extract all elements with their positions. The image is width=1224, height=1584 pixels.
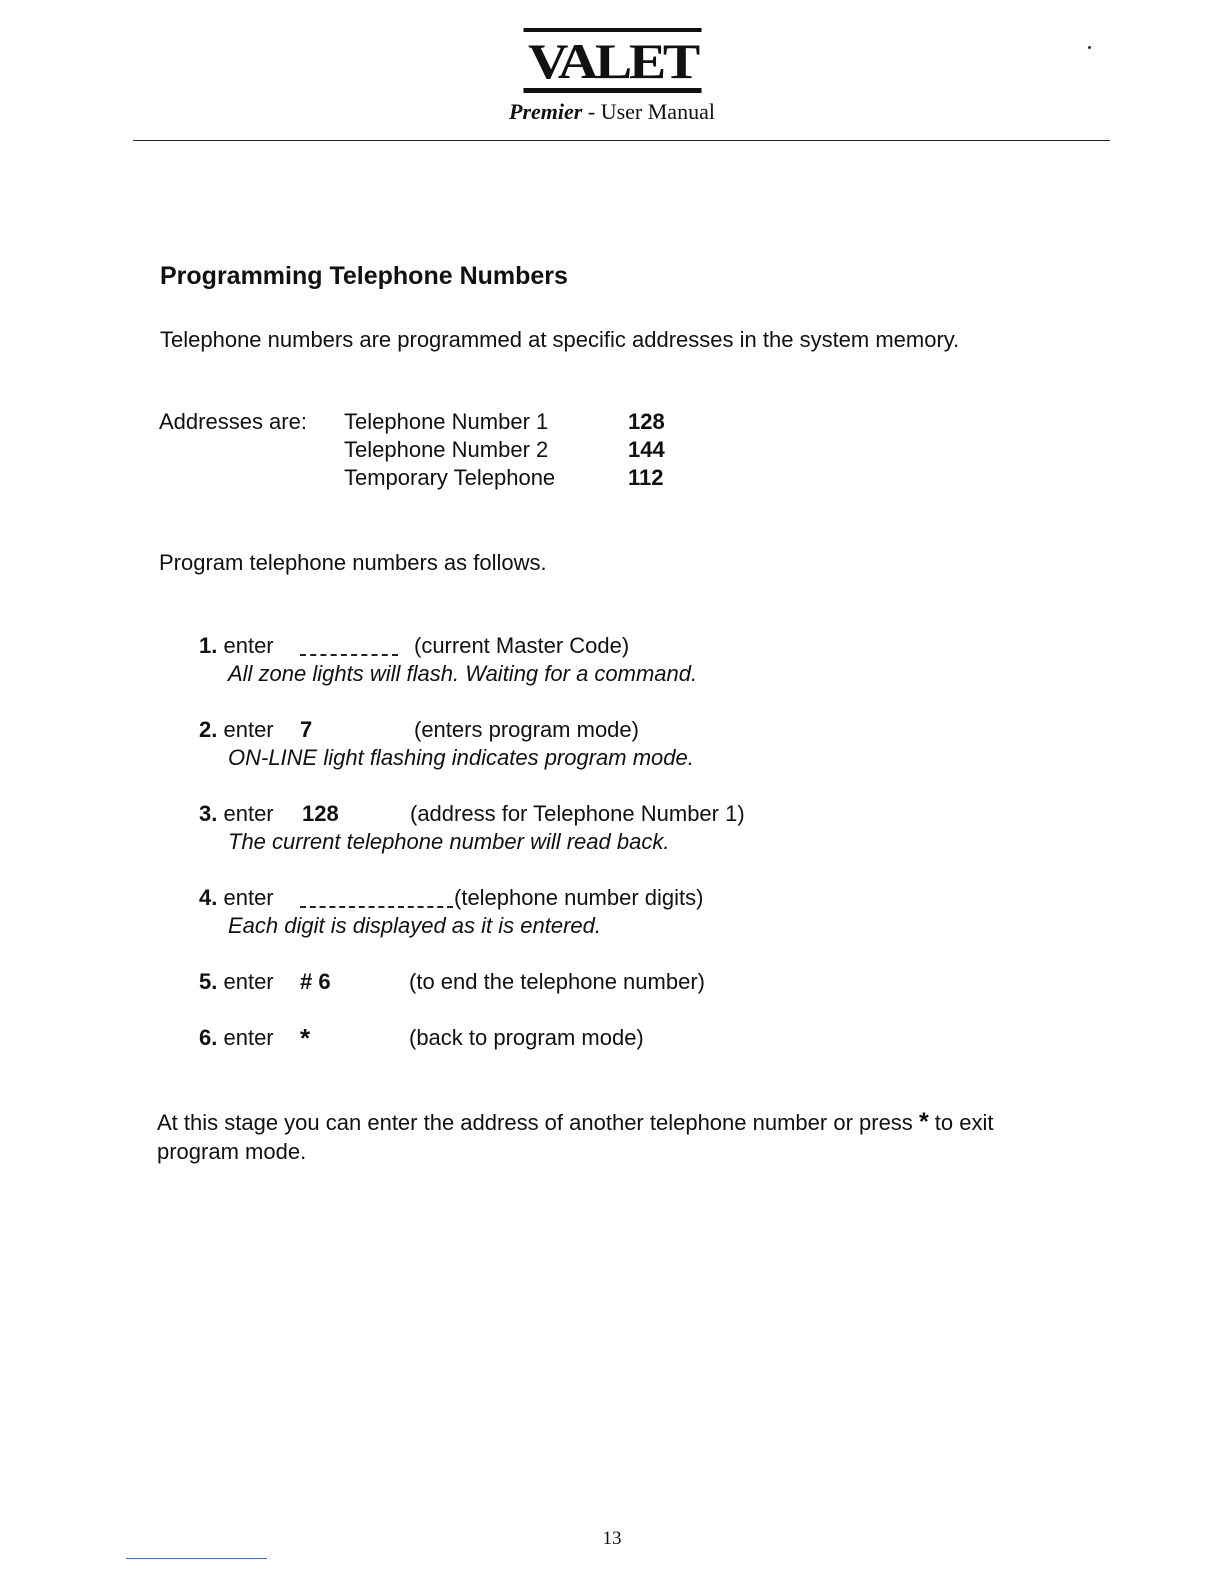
- step-note: All zone lights will flash. Waiting for a command.: [228, 661, 698, 686]
- step-number: 4.: [199, 885, 218, 910]
- program-intro: Program telephone numbers as follows.: [159, 550, 547, 575]
- page-number: 13: [602, 1528, 622, 1549]
- step-description: (current Master Code): [414, 633, 630, 658]
- closing-paragraph: [157, 1108, 994, 1166]
- step-description: (address for Telephone Number 1): [410, 801, 745, 826]
- closing-line-1: At this stage you can enter the address of another telephone number or press: [157, 1110, 913, 1135]
- subtitle-rest: - User Manual: [582, 99, 715, 124]
- step-description: (to end the telephone number): [409, 969, 705, 994]
- step-number: 3.: [199, 801, 218, 826]
- step-note: Each digit is displayed as it is entered.: [228, 913, 601, 938]
- address-row: [344, 408, 665, 436]
- step-number: 5.: [199, 969, 218, 994]
- step-number: 2.: [199, 717, 218, 742]
- addresses-table: [344, 408, 665, 492]
- step-1: [199, 632, 697, 688]
- step-verb: enter: [223, 969, 274, 994]
- step-description: (enters program mode): [414, 717, 639, 742]
- step-4: [199, 884, 704, 940]
- step-5: [199, 968, 705, 996]
- step-number: 6.: [199, 1025, 218, 1050]
- step-note: The current telephone number will read back.: [228, 829, 670, 854]
- step-number: 1.: [199, 633, 218, 658]
- step-verb: enter: [223, 717, 274, 742]
- valet-logo: VALET: [523, 28, 701, 93]
- master-code-blank: [300, 636, 398, 656]
- closing-line-1-end: to exit: [934, 1110, 994, 1135]
- footnote-separator: [126, 1558, 267, 1559]
- step-verb: enter: [223, 633, 274, 658]
- telephone-digits-blank: [300, 888, 453, 908]
- subtitle-brand: Premier: [509, 99, 583, 124]
- step-verb: enter: [223, 801, 274, 826]
- star-key: *: [300, 1023, 311, 1053]
- page-header: [0, 28, 1224, 125]
- intro-paragraph: Telephone numbers are programmed at specific addresses in the system memory.: [160, 327, 960, 352]
- addresses-label: Addresses are:: [159, 409, 307, 434]
- manual-subtitle: [0, 99, 1224, 125]
- step-6: [199, 1023, 644, 1053]
- step-2: [199, 716, 694, 772]
- address-value: 128: [628, 409, 665, 434]
- step-description: (back to program mode): [409, 1025, 644, 1050]
- address-row: [344, 436, 665, 464]
- step-key: # 6: [300, 969, 331, 994]
- header-divider: [133, 140, 1110, 141]
- address-name: Telephone Number 1: [344, 409, 549, 434]
- address-name: Temporary Telephone: [344, 465, 556, 490]
- section-title: Programming Telephone Numbers: [160, 262, 568, 290]
- step-description: (telephone number digits): [454, 885, 704, 910]
- address-row: [344, 464, 665, 492]
- address-value: 112: [628, 465, 664, 490]
- step-verb: enter: [223, 885, 274, 910]
- step-verb: enter: [223, 1025, 274, 1050]
- step-key: 128: [302, 801, 339, 826]
- scan-speck: [1088, 46, 1091, 49]
- closing-line-2: program mode.: [157, 1139, 307, 1164]
- star-symbol: *: [918, 1108, 929, 1136]
- step-key: 7: [300, 717, 313, 742]
- step-3: [199, 800, 745, 856]
- address-name: Telephone Number 2: [344, 437, 549, 462]
- step-note: ON-LINE light flashing indicates program mode.: [228, 745, 694, 770]
- address-value: 144: [628, 437, 665, 462]
